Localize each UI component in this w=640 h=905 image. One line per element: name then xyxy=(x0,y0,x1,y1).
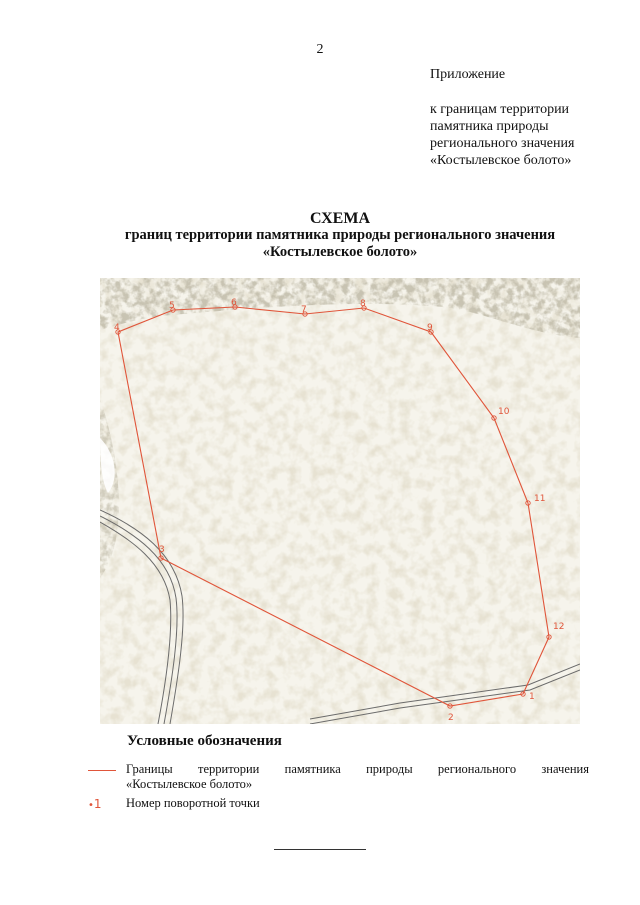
legend-title: Условные обозначения xyxy=(127,733,282,749)
legend-boundary-line1: Границы территории памятника природы регионального значения xyxy=(126,762,589,776)
turning-point-label: 4 xyxy=(114,323,120,333)
appendix-block xyxy=(430,66,630,169)
appendix-line: «Костылевское болото» xyxy=(430,153,572,168)
scheme-heading xyxy=(0,210,640,261)
appendix-line: к границам территории xyxy=(430,102,570,117)
appendix-line: регионального значения xyxy=(430,136,575,151)
point-marker-label: 1 xyxy=(93,797,102,811)
map-terrain-texture xyxy=(100,278,580,724)
turning-point-label: 5 xyxy=(169,301,175,311)
turning-point-label: 3 xyxy=(159,545,165,555)
page-number: 2 xyxy=(316,42,324,57)
turning-point-label: 9 xyxy=(427,323,433,333)
legend-boundary-text xyxy=(126,762,589,792)
appendix-line: памятника природы xyxy=(430,119,549,134)
boundary-map xyxy=(100,278,580,724)
turning-point-label: 11 xyxy=(534,494,546,504)
turning-point-label: 1 xyxy=(529,692,535,702)
legend-boundary-line2: «Костылевское болото» xyxy=(126,777,253,791)
footer-rule xyxy=(274,849,366,850)
appendix-title: Приложение xyxy=(430,67,506,82)
dot-icon: • xyxy=(88,800,94,811)
scheme-subtitle-line2: «Костылевское болото» xyxy=(262,244,418,260)
map-canvas xyxy=(100,278,580,724)
legend-point-text: Номер поворотной точки xyxy=(126,796,260,810)
turning-point-label: 8 xyxy=(360,299,366,309)
turning-point-label: 7 xyxy=(301,305,307,315)
turning-point-label: 12 xyxy=(553,622,565,632)
scheme-title: СХЕМА xyxy=(309,210,371,227)
turning-point-label: 6 xyxy=(231,298,237,308)
scheme-subtitle-line1: границ территории памятника природы регионального значения xyxy=(124,227,556,243)
turning-point-label: 2 xyxy=(448,713,454,723)
turning-point-label: 10 xyxy=(498,407,510,417)
turning-point-swatch xyxy=(88,797,102,813)
boundary-line-swatch xyxy=(88,770,116,771)
